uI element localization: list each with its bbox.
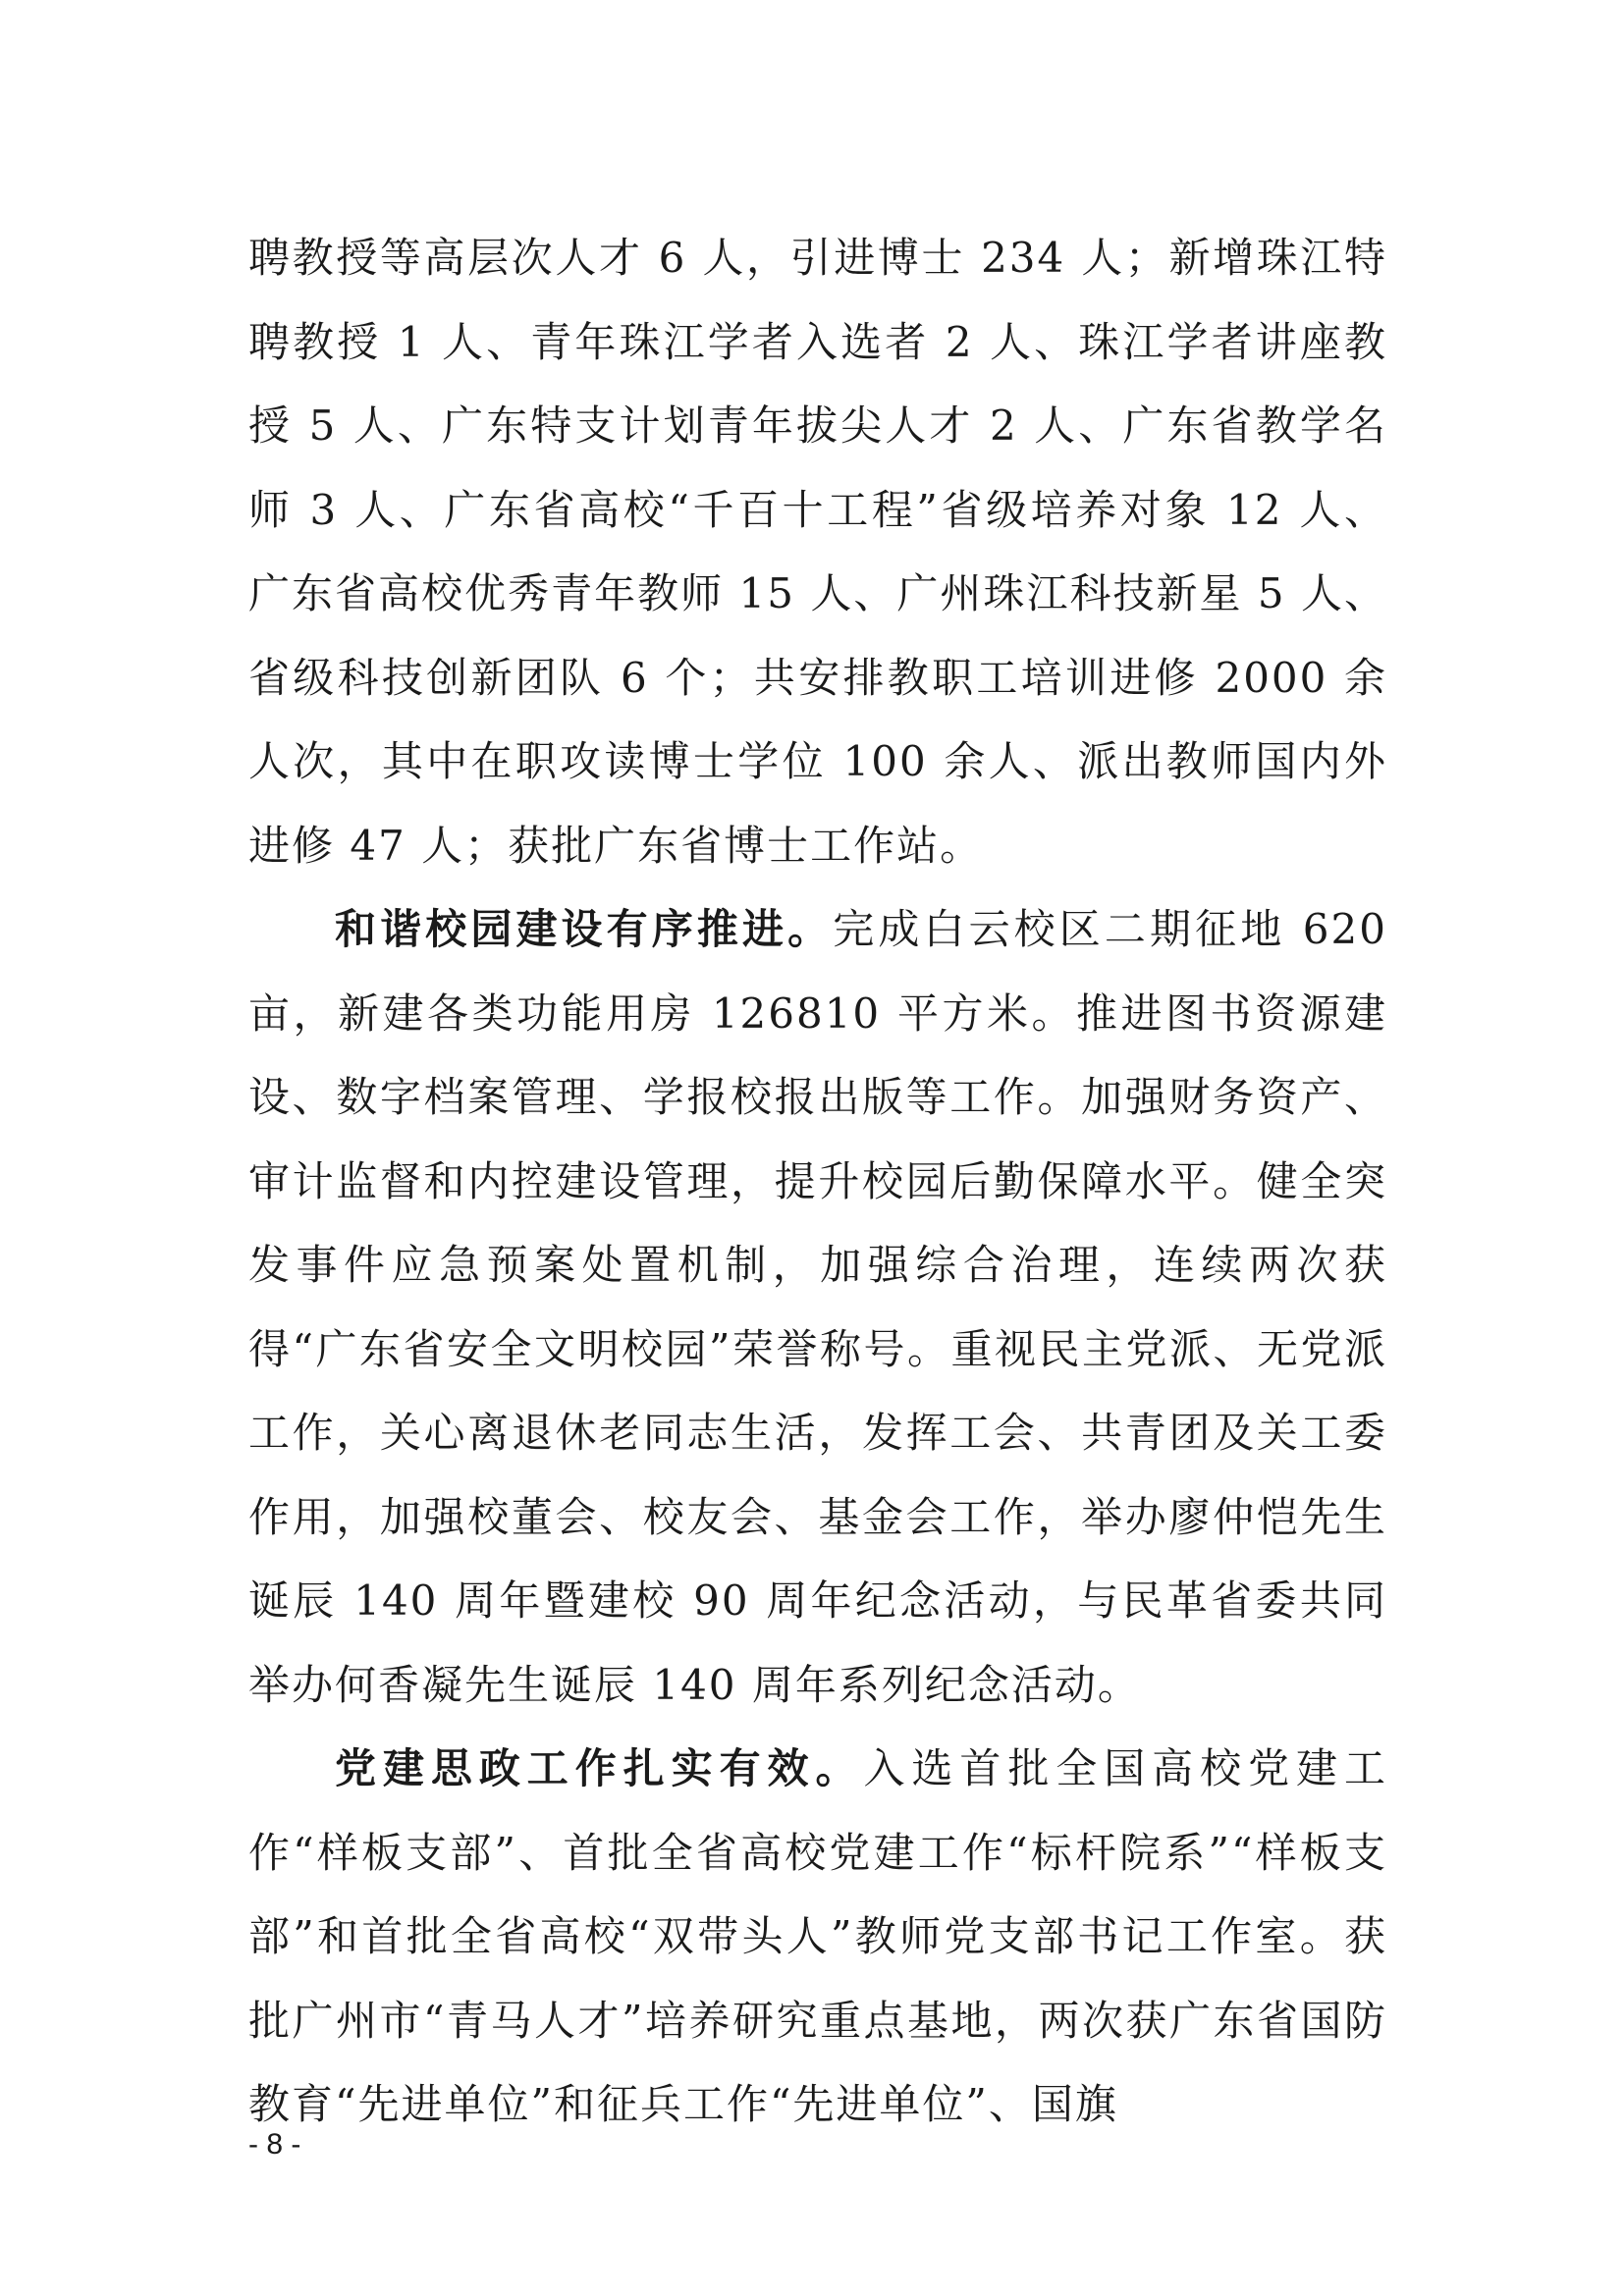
- paragraph-text: 聘教授等高层次人才 6 人，引进博士 234 人；新增珠江特聘教授 1 人、青年珠江学者入选者 2 人、珠江学者讲座教授 5 人、广东特支计划青年拔尖人才 2 人、广东省教学名师 3 人、广东省高校“千百十工程”省级培养对象 12 人、广东省高校优秀青年教师 15 人、广州珠江科技新星 5 人、省级科技创新团队 6 个；共安排教职工培训进修 2000 余人次，其中在职攻读博士学位 100 余人、派出教师国内外进修 47 人；获批广东省博士工作站。: [248, 234, 1387, 870]
- paragraph-text: 入选首批全国高校党建工作“样板支部”、首批全省高校党建工作“标杆院系”“样板支部”和首批全省高校“双带头人”教师党支部书记工作室。获批广州市“青马人才”培养研究重点基地，两次获广东省国防教育“先进单位”和征兵工作“先进单位”、国旗: [248, 1744, 1387, 2128]
- paragraph-text: 完成白云校区二期征地 620 亩，新建各类功能用房 126810 平方米。推进图书资源建设、数字档案管理、学报校报出版等工作。加强财务资产、审计监督和内控建设管理，提升校园后勤保障水平。健全突发事件应急预案处置机制，加强综合治理，连续两次获得“广东省安全文明校园”荣誉称号。重视民主党派、无党派工作，关心离退休老同志生活，发挥工会、共青团及关工委作用，加强校董会、校友会、基金会工作，举办廖仲恺先生诞辰 140 周年暨建校 90 周年纪念活动，与民革省委共同举办何香凝先生诞辰 140 周年系列纪念活动。: [248, 905, 1387, 1709]
- paragraph-heading: 和谐校园建设有序推进。: [335, 905, 834, 953]
- paragraph-heading: 党建思政工作扎实有效。: [335, 1744, 864, 1792]
- document-body: [248, 216, 1387, 2147]
- paragraph-talent-summary: [248, 216, 1387, 887]
- paragraph-party-building: [248, 1727, 1387, 2147]
- page-number: - 8 -: [248, 2128, 301, 2161]
- paragraph-campus-construction: [248, 887, 1387, 1727]
